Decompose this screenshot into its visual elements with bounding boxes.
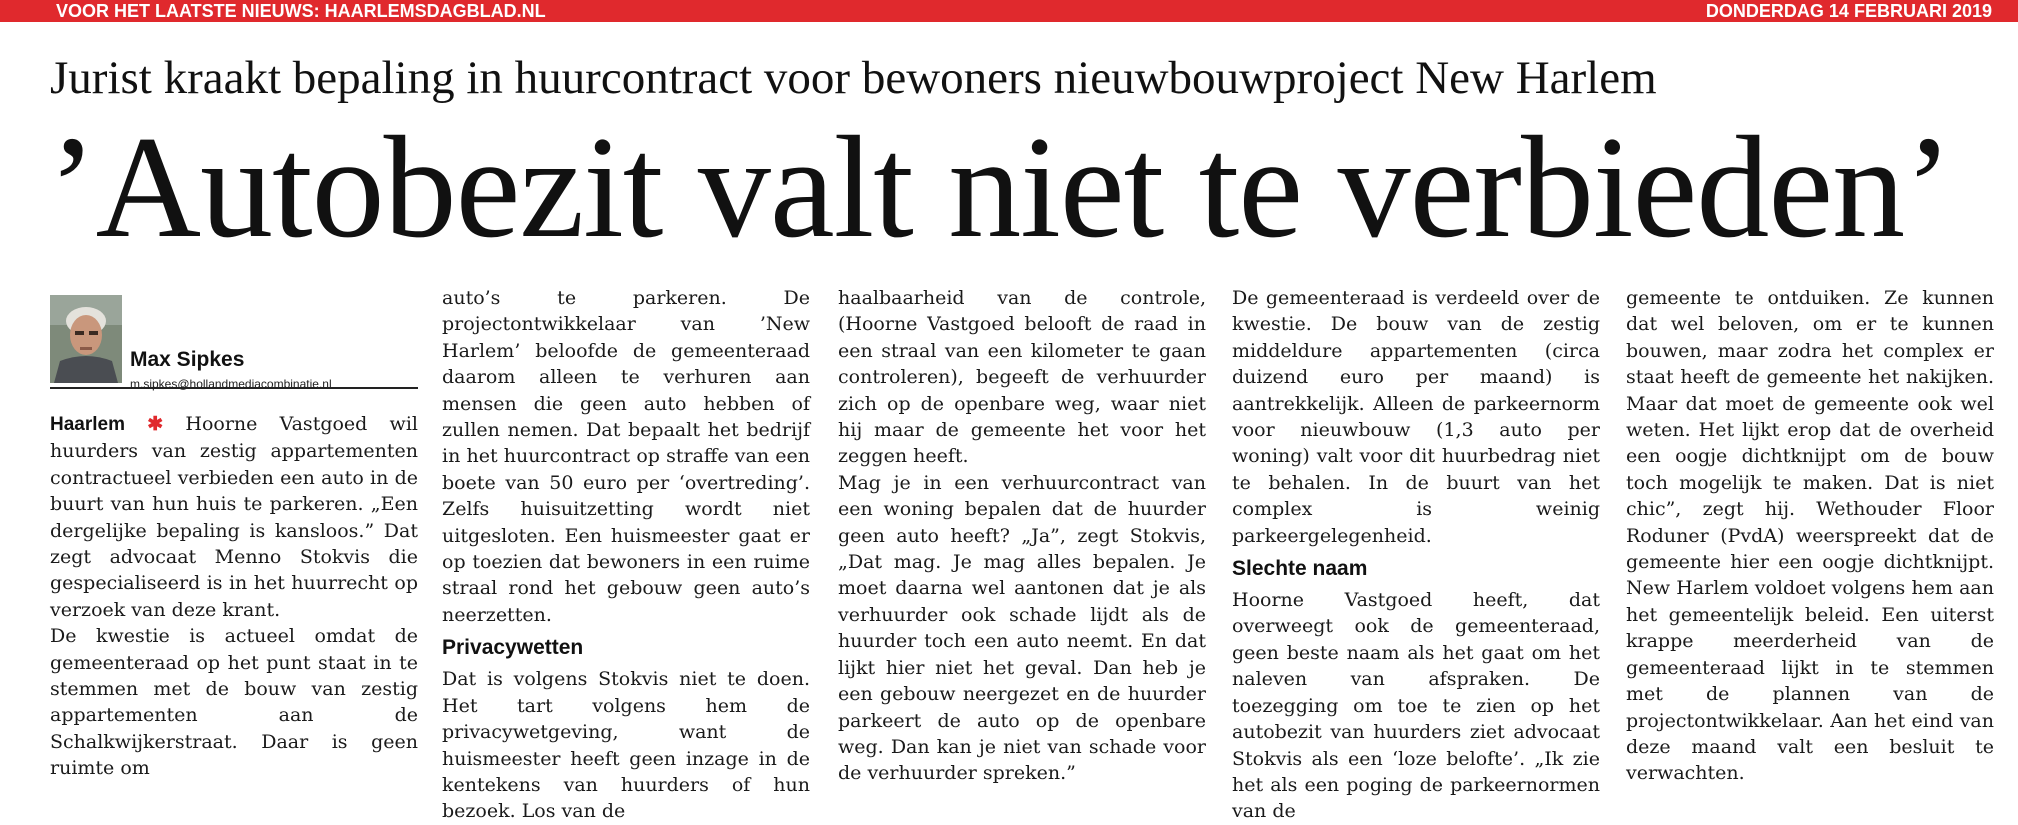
paragraph: Hoorne Vastgoed heeft, dat overweegt ook de gemeenteraad, geen beste naam als het gaat om het naleven van afspraken. De toezegging om toe te zien op het autobezit van huurders ziet advocaat Stokvis als een ‘loze belofte’. „Ik zie het als een poging de parkeernormen van de xyxy=(1232,589,1600,823)
section-heading: Slechte naam xyxy=(1232,557,1368,581)
paragraph: auto’s te parkeren. De projectontwikkelaar van ’New Harlem’ beloofde de gemeenteraad daarom alleen te verhuren aan mensen die geen auto hebben of zullen nemen. Dat bepaalt het bedrijf in het huurcontract op straffe van een boete van 50 euro per ‘overtreding’. Zelfs huisuitzetting wordt niet uitgesloten. Een huismeester gaat er op toezien dat bewoners in een ruime straal rond het gebouw geen auto’s neerzetten. xyxy=(442,287,810,626)
column-2 xyxy=(442,285,810,825)
section-heading: Privacywetten xyxy=(442,636,584,660)
paragraph-text: Hoorne Vastgoed wil huurders van zestig appartementen contractueel verbieden een auto in de buurt van hun huis te parkeren. „Een dergelijke bepaling is kansloos.” Dat zegt advocaat Menno Stokvis die gespecialiseerd is in het huurrecht op verzoek van deze krant. xyxy=(50,413,418,621)
asterisk-icon: ✱ xyxy=(147,414,164,435)
paragraph xyxy=(50,411,418,623)
author-photo xyxy=(50,295,122,383)
author-email: m.sipkes@hollandmediacombinatie.nl xyxy=(130,377,332,391)
paragraph: haalbaarheid van de controle, (Hoorne Vastgoed belooft de raad in een straal van een kilometer te gaan controleren), begeeft de verhuurder zich op de openbare weg, waar niet hij maar de gemeente het voor het zeggen heeft. xyxy=(838,287,1206,468)
article-subtitle: Jurist kraakt bepaling in huurcontract voor bewoners nieuwbouwproject New Harlem xyxy=(50,52,1657,104)
dateline: Haarlem xyxy=(50,414,125,435)
article-headline: ’Autobezit valt niet te verbieden’ xyxy=(48,106,1952,268)
column-3 xyxy=(838,285,1206,787)
website-promo: VOOR HET LAATSTE NIEUWS: HAARLEMSDAGBLAD.NL xyxy=(56,1,546,21)
paragraph: Mag je in een verhuurcontract van een woning bepalen dat de huurder geen auto heeft? „Ja”, zegt Stokvis, „Dat mag. Je mag alles bepalen. Je moet daarna wel aantonen dat je als verhuurder ook schade lijdt als de huurder toch een auto neemt. En dat lijkt hier niet het geval. Dan heb je een gebouw neergezet en de huurder parkeert de auto op de openbare weg. Dan kan je niet van schade voor de verhuurder spreken.” xyxy=(838,471,1206,785)
paragraph: De gemeenteraad is verdeeld over de kwestie. De bouw van de zestig middeldure appartementen (circa duizend euro per maand) is aantrekkelijk. Alleen de parkeernorm voor nieuwbouw (1,3 auto per woning) valt voor dit huurbedrag niet te behalen. In de buurt van het complex is weinig parkeergelegenheid. xyxy=(1232,287,1600,547)
paragraph: Dat is volgens Stokvis niet te doen. Het tart volgens hem de privacywetgeving, want de huismeester heeft geen inzage in de kentekens van huurders of hun bezoek. Los van de xyxy=(442,668,810,823)
author-name: Max Sipkes xyxy=(130,348,245,371)
column-1 xyxy=(50,285,418,782)
paragraph: De kwestie is actueel omdat de gemeenteraad op het punt staat in te stemmen met de bouw van zestig appartementen aan de Schalkwijkerstraat. Daar is geen ruimte om xyxy=(50,625,418,780)
top-banner xyxy=(0,0,2018,22)
paragraph: gemeente te ontduiken. Ze kunnen dat wel beloven, om er te kunnen bouwen, maar zodra het complex er staat heeft de gemeente het nakijken. Maar dat moet de gemeente ook wel weten. Het lijkt erop dat de overheid een oogje dichtknijpt om de bouw toch mogelijk te maken. Dat is niet chic”, zegt hij. Wethouder Floor Roduner (PvdA) weerspreekt dat de gemeente hier een oogje dichtknijpt. New Harlem voldoet volgens hem aan het gemeentelijk beleid. Een uiterst krappe meerderheid van de gemeenteraad lijkt in te stemmen met de plannen van de projectontwikkelaar. Aan het eind van deze maand valt een besluit te verwachten. xyxy=(1626,287,1994,785)
issue-date: DONDERDAG 14 FEBRUARI 2019 xyxy=(1705,1,1992,21)
column-5 xyxy=(1626,285,1994,787)
column-4 xyxy=(1232,285,1600,825)
byline xyxy=(50,285,418,389)
